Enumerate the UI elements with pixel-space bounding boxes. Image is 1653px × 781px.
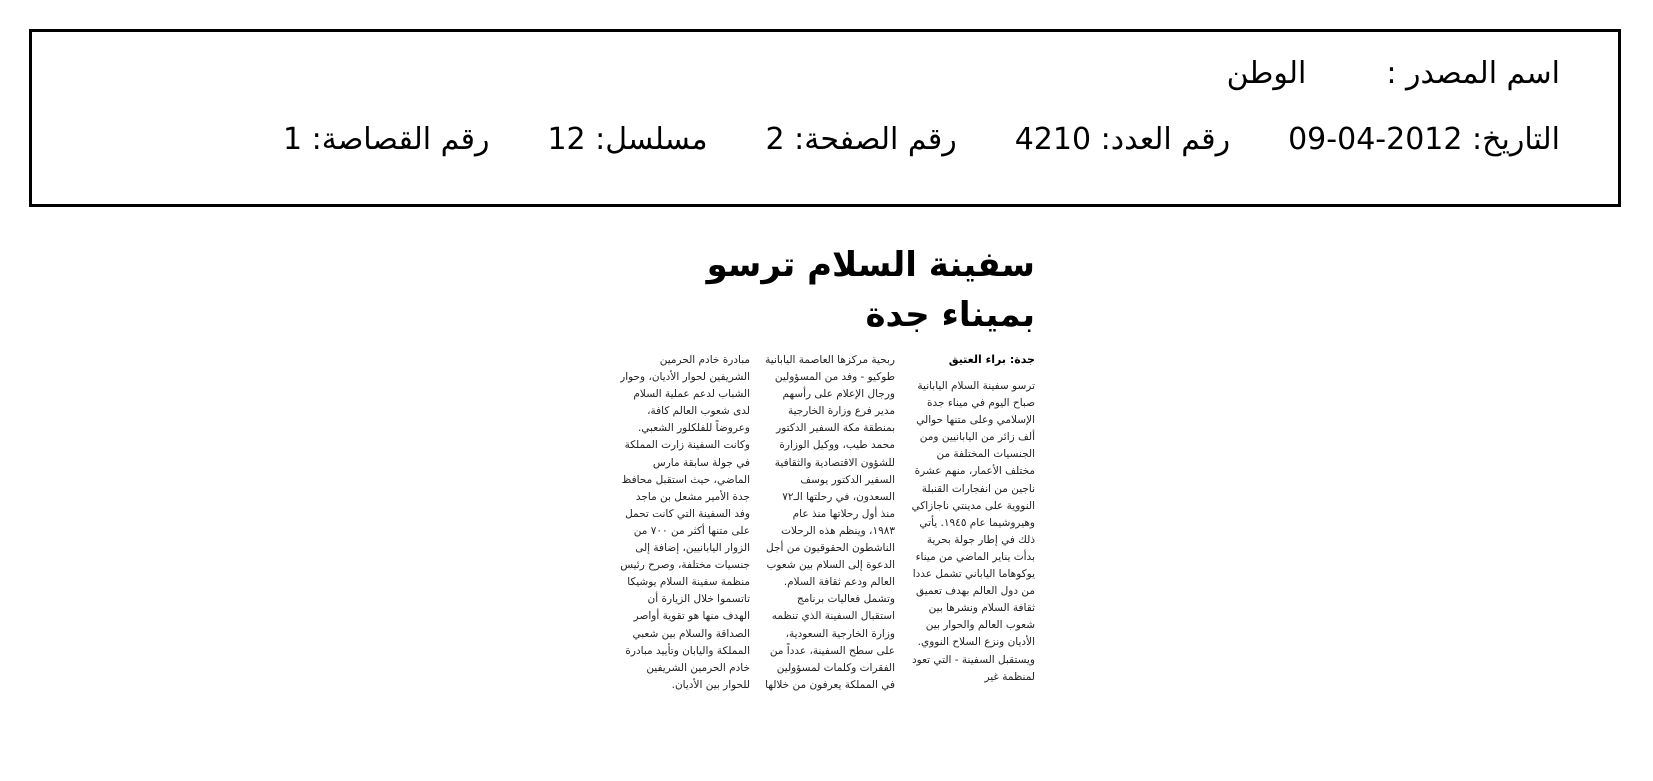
date-field: التاريخ: 2012-04-09 — [1288, 122, 1560, 157]
headline-line-2: بميناء جدة — [865, 295, 1035, 335]
clip-metadata-row — [283, 122, 1560, 157]
article-column-2: ربحية مركزها العاصمة اليابانية طوكيو - وفد من المسؤولين ورجال الإعلام على رأسهم مدير فرع وزارة الخارجية بمنطقة مكة السفير الدكتور محمد طيب، ووكيل الوزارة للشؤون الاقتصادية والثقافية السفير الدكتور يوسف السعدون، في رحلتها الـ٧٢ منذ أول رحلاتها منذ عام ١٩٨٣، وينظم هذه الرحلات الناشطون الحقوقيون من أجل الدعوة إلى السلام بين شعوب العالم ودعم ثقافة السلام. وتشمل فعاليات برنامج استقبال السفينة الذي تنظمه وزارة الخارجية السعودية، على سطح السفينة، عدداً من الفقرات وكلمات لمسؤولين في المملكة يعرفون من خلالها — [765, 354, 895, 691]
article-column-3: مبادرة خادم الحرمين الشريفين لحوار الأديان، وحوار الشباب لدعم عملية السلام لدى شعوب العالم كافة، وعروضاً للفلكلور الشعبي. وكانت السفينة زارت المملكة في جولة سابقة مارس الماضي، حيث استقبل محافظ جدة الأمير مشعل بن ماجد وفد السفينة التي كانت تحمل على متنها أكثر من ٧٠٠ من الزوار اليابانيين، إضافة إلى جنسيات مختلفة، وصرح رئيس منظمة سفينة السلام يوشيكا تاتسموا خلال الزيارة أن الهدف منها هو تقوية أواصر الصداقة والسلام بين شعبي المملكة واليابان وتأييد مبادرة خادم الحرمين الشريفين للحوار بين الأديان. — [620, 354, 750, 691]
newspaper-clipping — [610, 240, 1035, 750]
clip-number-field: رقم القصاصة: 1 — [283, 122, 490, 157]
issue-number-field: رقم العدد: 4210 — [1014, 122, 1231, 157]
source-label: اسم المصدر : — [1386, 56, 1560, 91]
clip-info-header — [29, 29, 1621, 207]
source-name: الوطن — [1226, 56, 1307, 91]
article-column-1: ترسو سفينة السلام اليابانية صباح اليوم في ميناء جدة الإسلامي وعلى متنها حوالي ألف زائر من اليابانيين ومن الجنسيات المختلفة من مختلف الأعمار، منهم عشرة ناجين من انفجارات القنبلة النووية على مدينتي ناجازاكي وهيروشيما عام ١٩٤٥. يأتي ذلك في إطار جولة بحرية بدأت يناير الماضي من ميناء يوكوهاما الياباني تشمل عددا من دول العالم بهدف تعميق ثقافة السلام ونشرها بين شعوب العالم والحوار بين الأديان ونزع السلاح النووي. ويستقبل السفينة - التي تعود لمنظمة غير — [911, 380, 1035, 683]
headline-line-1: سفينة السلام ترسو — [706, 245, 1035, 285]
article-byline: جدة: براء العتيق — [948, 353, 1035, 366]
page-number-field: رقم الصفحة: 2 — [765, 122, 957, 157]
article-headline — [615, 240, 1035, 340]
serial-field: مسلسل: 12 — [547, 122, 708, 157]
source-row — [1227, 56, 1560, 91]
